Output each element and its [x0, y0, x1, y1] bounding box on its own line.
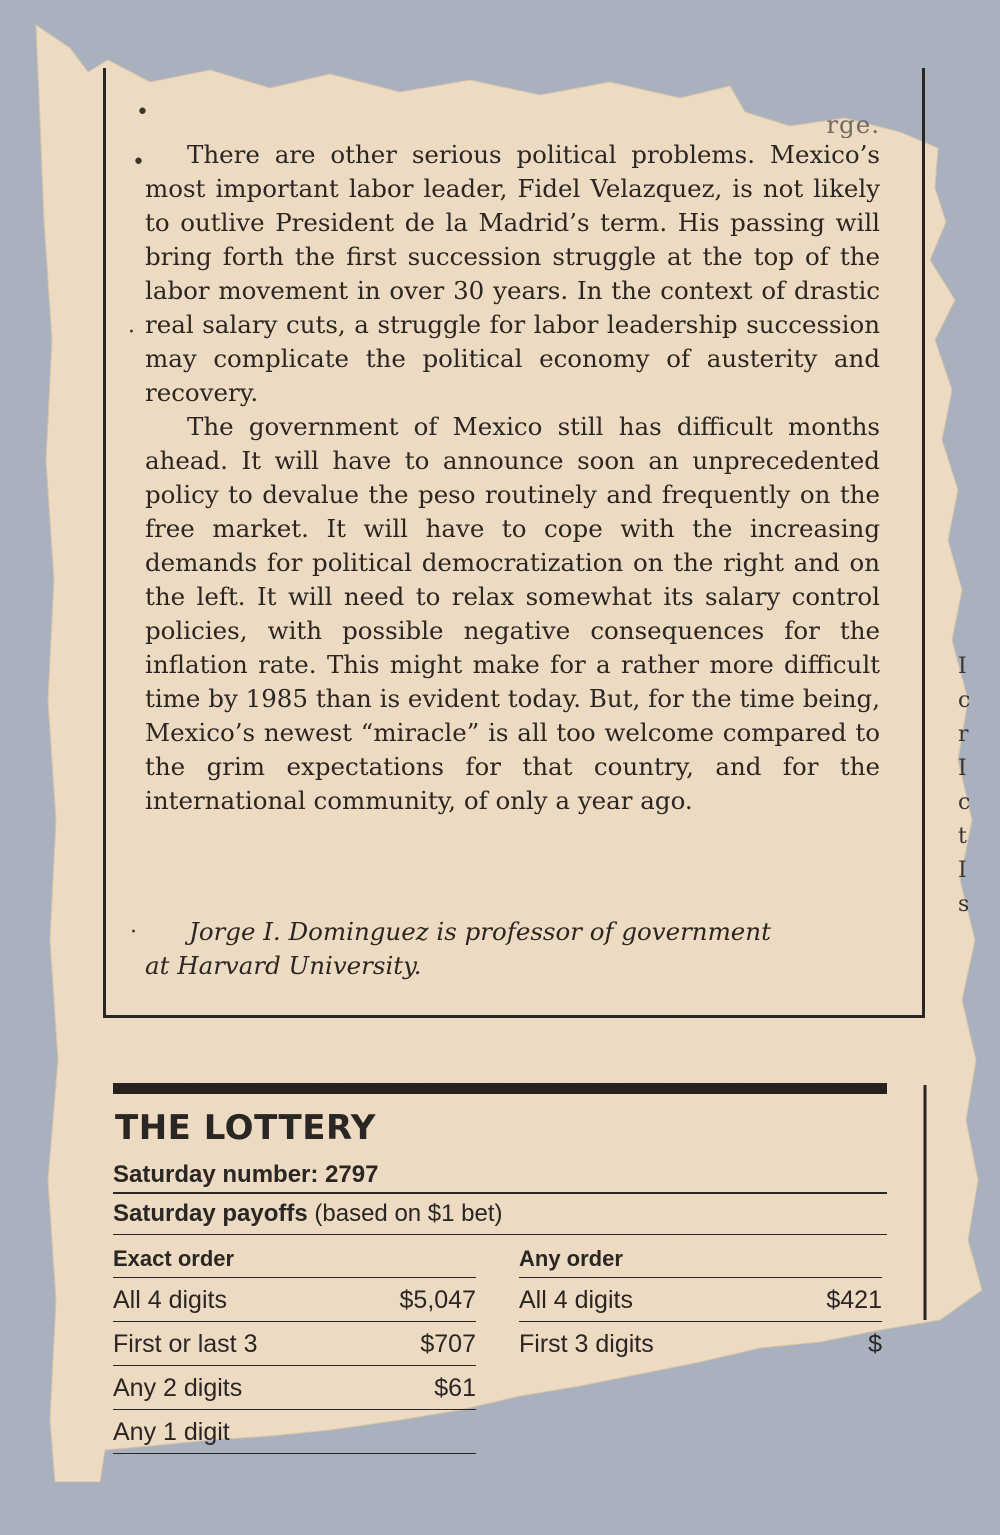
margin-speck: · — [130, 920, 137, 945]
torn-top-fragment: rge. — [826, 110, 880, 138]
fragment-letter: I — [958, 858, 967, 883]
fragment-letter: c — [958, 790, 971, 815]
fragment-letter: c — [958, 688, 971, 713]
saturday-payoffs — [113, 1194, 887, 1235]
margin-speck: · — [128, 320, 135, 345]
exact-order-table — [113, 1241, 476, 1454]
row-label: Any 1 digit — [113, 1418, 230, 1446]
row-label: First 3 digits — [519, 1330, 654, 1358]
row-value: $ — [868, 1330, 882, 1358]
table-row — [113, 1278, 476, 1322]
author-byline — [145, 915, 880, 983]
row-label: All 4 digits — [113, 1286, 227, 1314]
payoff-tables — [113, 1235, 887, 1535]
row-value: $707 — [420, 1330, 476, 1358]
margin-speck: • — [136, 100, 149, 125]
table-row — [113, 1322, 476, 1366]
table-row — [113, 1410, 476, 1454]
fragment-letter: r — [958, 722, 969, 747]
adjacent-column-fragments — [958, 650, 988, 922]
table-row — [519, 1322, 882, 1365]
row-label: All 4 digits — [519, 1286, 633, 1314]
article-paragraph-2: The government of Mexico still has difficult months ahead. It will have to announce soon an unprecedented policy to devalue the peso routinely and frequently on the free market. It will have to cope with the increasing demands for political democratization on the right and on the left. It will need to relax somewhat its salary control policies, with possible negative consequences for the inflation rate. This might make for a rather more difficult time by 1985 than is evident today. But, for the time being, Mexico’s newest “miracle” is all too welcome compared to the grim expectations for that country, and for the international community, of only a year ago. — [145, 412, 880, 815]
fragment-letter: s — [958, 892, 970, 917]
row-value: $5,047 — [399, 1286, 476, 1314]
any-order-header: Any order — [519, 1241, 882, 1278]
byline-line-1: Jorge I. Dominguez is professor of government — [189, 917, 771, 946]
fragment-letter: I — [958, 756, 967, 781]
lottery-box — [113, 1083, 887, 1535]
row-label: Any 2 digits — [113, 1374, 243, 1402]
article-top-line: There are other serious political problems. — [187, 140, 756, 169]
article-paragraph-1-body: Mexico’s most important labor leader, Fidel Velazquez, is not likely to outlive President de la Madrid’s term. His passing will bring forth the first succession struggle at the top of the labor movement in over 30 years. In the context of drastic real salary cuts, a struggle for labor leadership succession may complicate the political economy of austerity and recovery. — [145, 140, 880, 407]
payoffs-label: Saturday payoffs — [113, 1200, 308, 1227]
table-row — [519, 1278, 882, 1322]
table-row — [113, 1366, 476, 1410]
any-order-table — [519, 1241, 882, 1365]
payoffs-note: (based on $1 bet) — [307, 1200, 503, 1227]
row-value: $421 — [826, 1286, 882, 1314]
article-paragraph-1 — [145, 138, 880, 410]
row-value: $61 — [434, 1374, 476, 1402]
lottery-title: THE LOTTERY — [115, 1108, 376, 1148]
article-column — [145, 108, 880, 818]
saturday-number: Saturday number: 2797 — [113, 1158, 887, 1194]
row-label: First or last 3 — [113, 1330, 258, 1358]
fragment-letter: I — [958, 654, 967, 679]
exact-order-header: Exact order — [113, 1241, 476, 1278]
lottery-top-bar — [113, 1083, 887, 1094]
margin-speck: • — [132, 150, 145, 175]
fragment-letter: t — [958, 824, 967, 849]
byline-line-2: at Harvard University. — [145, 951, 422, 980]
